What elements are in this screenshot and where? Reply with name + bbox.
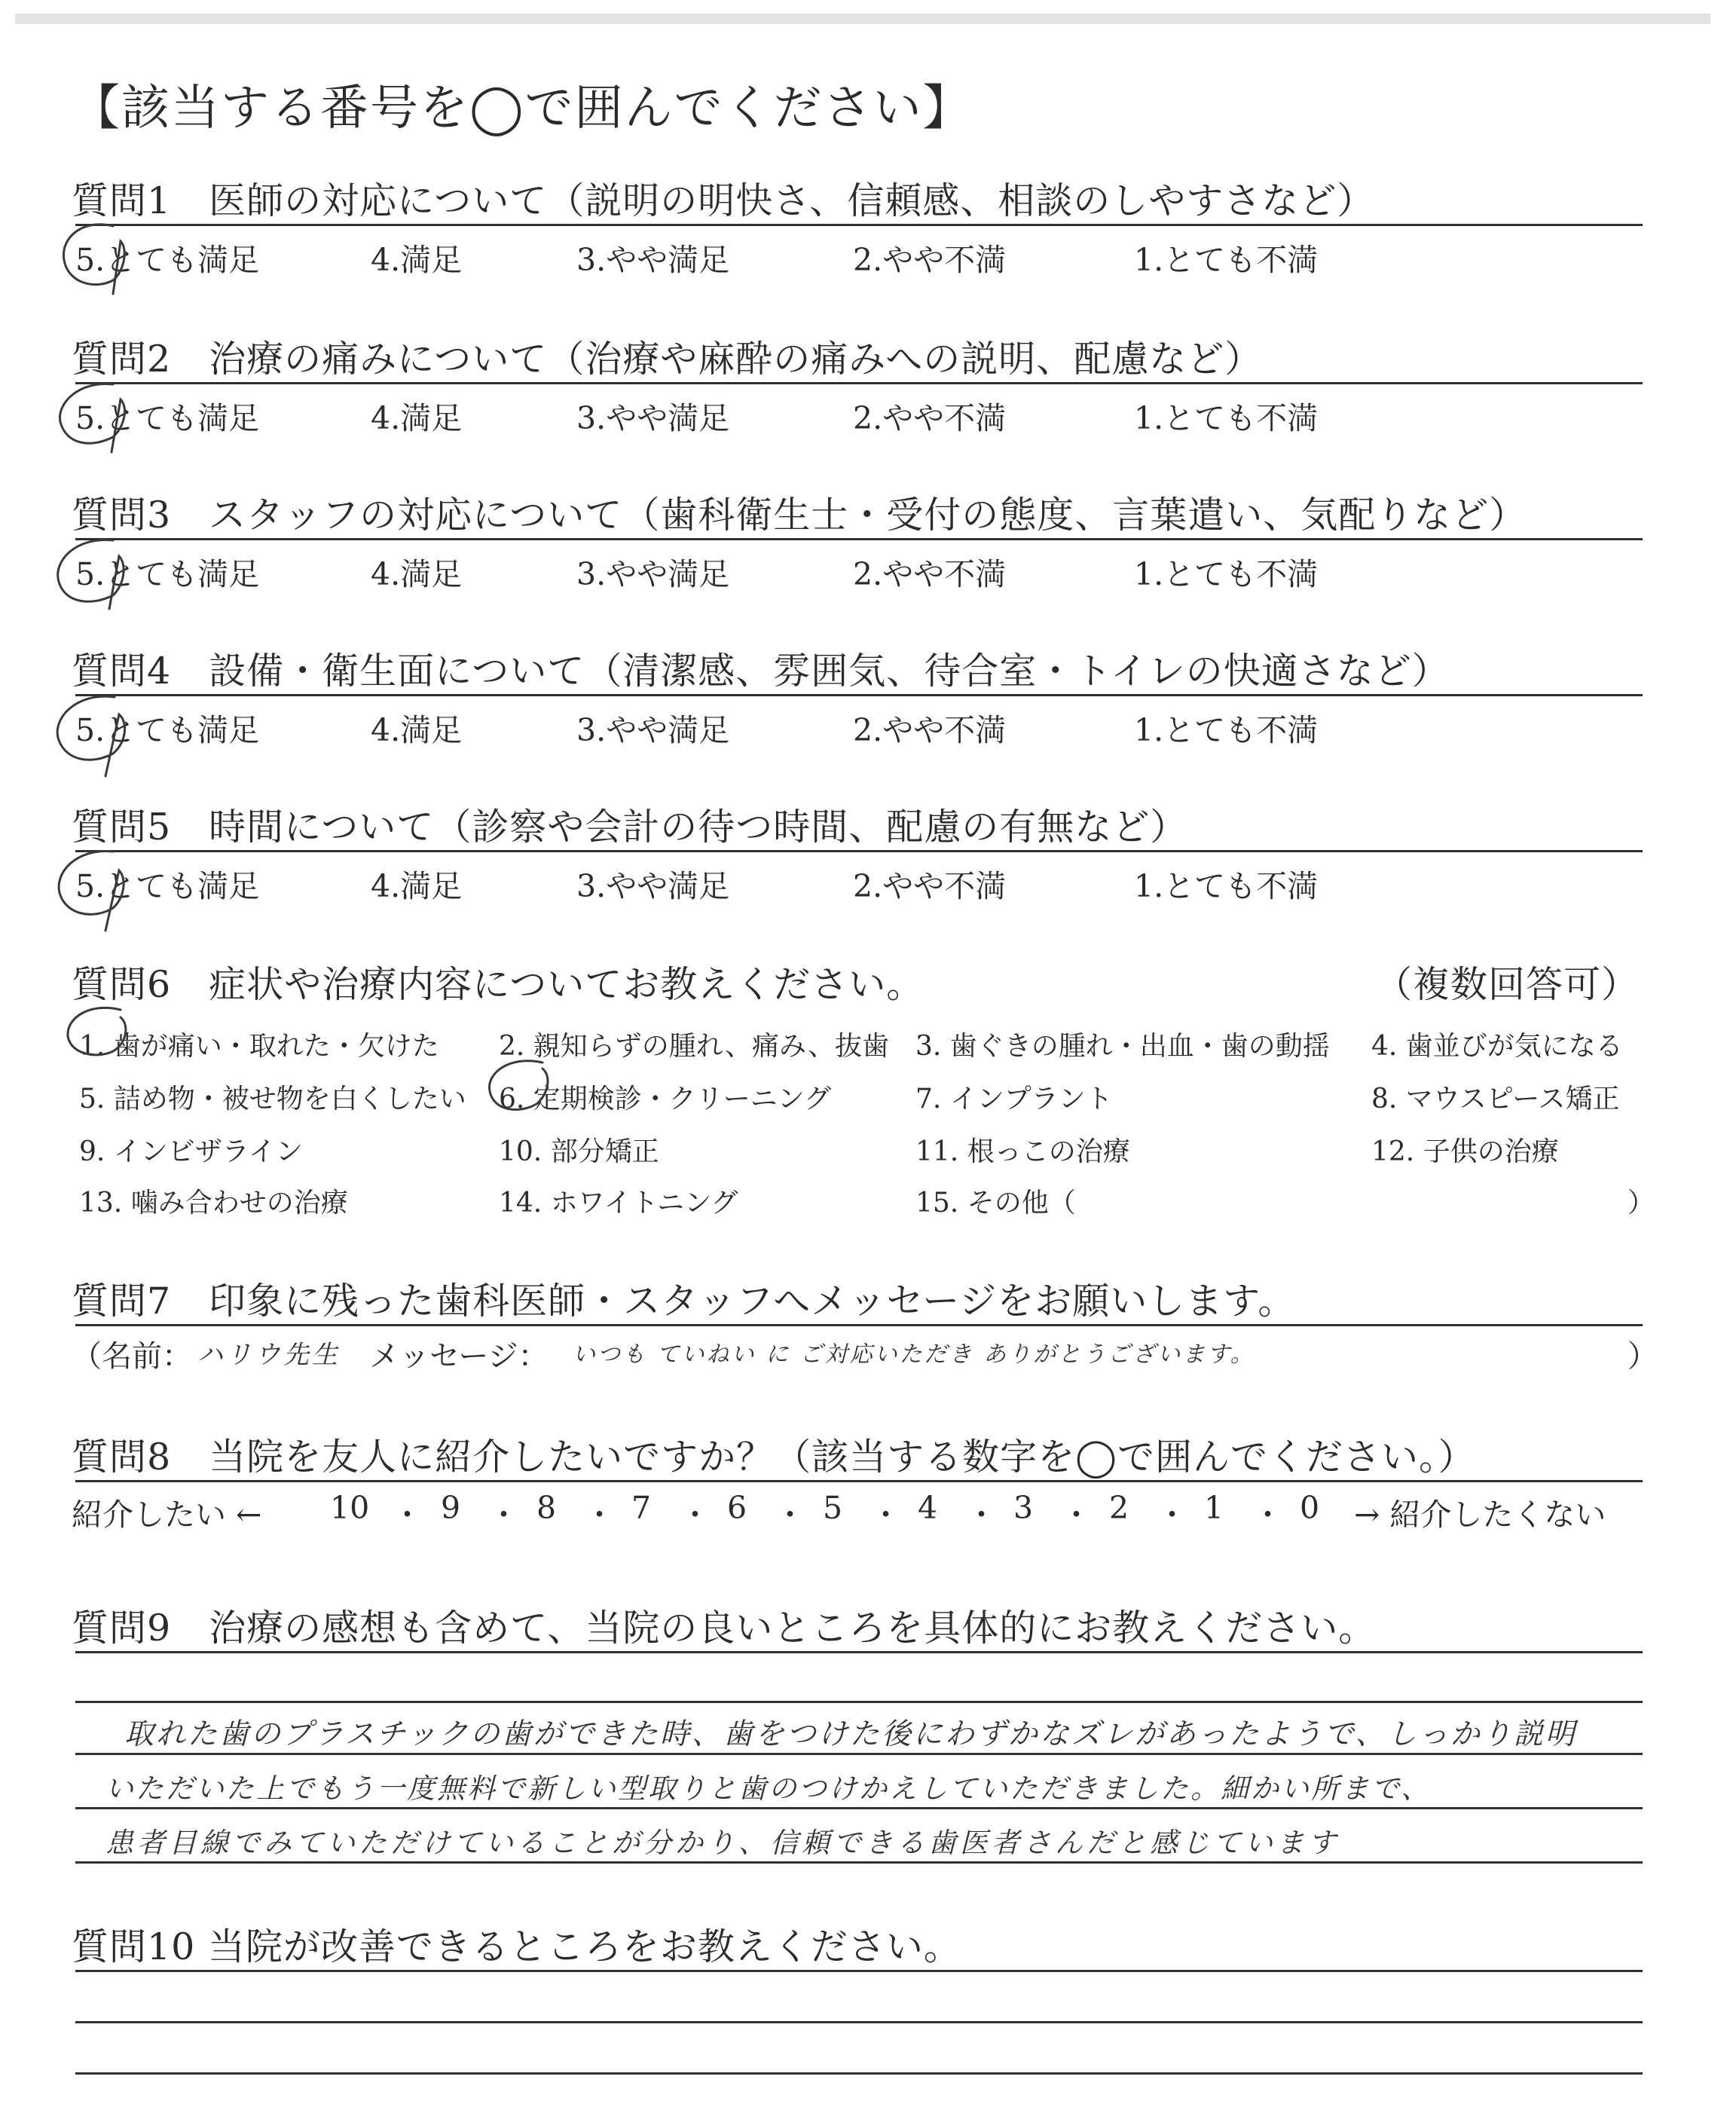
q8-scale-0[interactable]: 0 (1300, 1490, 1320, 1526)
q1-option-1[interactable]: 1.とても不満 (1134, 242, 1319, 278)
question-2-title: 質問2 治療の痛みについて（治療や麻酔の痛みへの説明、配慮など） (72, 338, 1263, 381)
q2-option-2[interactable]: 2.やや不満 (853, 400, 1007, 436)
q8-left-label: 紹介したい ← (72, 1497, 262, 1533)
q2-option-3[interactable]: 3.やや満足 (576, 400, 730, 436)
q1-option-5[interactable]: 5.とても満足 (75, 242, 260, 278)
q6-option-6[interactable]: 6. 定期検診・クリーニング (499, 1084, 832, 1115)
q8-sep: ・ (1061, 1497, 1092, 1533)
q4-option-3[interactable]: 3.やや満足 (576, 712, 730, 748)
q5-option-1[interactable]: 1.とても不満 (1134, 868, 1319, 904)
q3-option-4[interactable]: 4.満足 (371, 556, 463, 592)
q8-sep: ・ (488, 1497, 519, 1533)
q3-option-3[interactable]: 3.やや満足 (576, 556, 730, 592)
q1-selection-circle (63, 225, 124, 294)
q8-scale-5[interactable]: 5 (823, 1490, 843, 1526)
q2-option-5[interactable]: 5.とても満足 (75, 400, 260, 436)
q7-name-value[interactable]: ハリウ先生 (197, 1340, 341, 1370)
question-7-title: 質問7 印象に残った歯科医師・スタッフへメッセージをお願いします。 (72, 1280, 1296, 1323)
q9-answer-line-3[interactable]: 患者目線でみていただけていることが分かり、信頼できる歯医者さんだと感じています (105, 1827, 1340, 1859)
q6-option-7[interactable]: 7. インプラント (915, 1084, 1113, 1115)
question-1-title: 質問1 医師の対応について（説明の明快さ、信頼感、相談のしやすさなど） (72, 179, 1375, 222)
q3-option-1[interactable]: 1.とても不満 (1134, 556, 1319, 592)
q4-option-1[interactable]: 1.とても不満 (1134, 712, 1319, 748)
question-6-note: （複数回答可） (1375, 963, 1640, 1006)
q3-option-2[interactable]: 2.やや不満 (853, 556, 1007, 592)
q8-sep: ・ (775, 1497, 805, 1533)
q9-answer-line-1[interactable]: 取れた歯のプラスチックの歯ができた時、歯をつけた後にわずかなズレがあったようで、しっかり説明 (124, 1717, 1577, 1751)
q9-answer-line-2[interactable]: いただいた上でもう一度無料で新しい型取りと歯のつけかえしていただきました。細かい所まで、 (105, 1772, 1432, 1805)
q8-scale-7[interactable]: 7 (631, 1490, 652, 1526)
q6-option-15[interactable]: 15. その他（ (915, 1188, 1076, 1219)
q8-sep: ・ (1157, 1497, 1187, 1533)
q1-option-4[interactable]: 4.満足 (371, 242, 463, 278)
question-3-title: 質問3 スタッフの対応について（歯科衛生士・受付の態度、言葉遣い、気配りなど） (72, 494, 1527, 537)
question-9-title: 質問9 治療の感想も含めて、当院の良いところを具体的にお教えください。 (72, 1607, 1377, 1650)
q6-option-6-circle (489, 1061, 548, 1110)
q8-scale-2[interactable]: 2 (1109, 1490, 1129, 1526)
question-10-title: 質問10 当院が改善できるところをお教えください。 (72, 1925, 961, 1968)
q8-sep: ・ (966, 1497, 997, 1533)
q1-option-2[interactable]: 2.やや不満 (853, 242, 1007, 278)
q5-option-2[interactable]: 2.やや不満 (853, 868, 1007, 904)
q7-message-value[interactable]: いつも ていねい に ご対応いただき ありがとうございます。 (573, 1341, 1255, 1368)
q3-selection-circle (58, 540, 124, 609)
q7-message-label: メッセージ： (369, 1339, 549, 1374)
q8-scale-1[interactable]: 1 (1204, 1490, 1224, 1526)
q2-option-4[interactable]: 4.満足 (371, 400, 463, 436)
q7-close: ） (1628, 1339, 1658, 1374)
q8-sep: ・ (392, 1497, 423, 1533)
q6-other-close: ） (1628, 1188, 1655, 1219)
q3-option-5[interactable]: 5.とても満足 (75, 556, 260, 592)
q6-option-4[interactable]: 4. 歯並びが気になる (1371, 1031, 1623, 1062)
question-8-title: 質問8 当院を友人に紹介したいですか？（該当する数字を◯で囲んでください。） (72, 1436, 1476, 1479)
q8-scale-4[interactable]: 4 (918, 1490, 938, 1526)
q4-option-2[interactable]: 2.やや不満 (853, 712, 1007, 748)
q6-option-1-circle (68, 1008, 126, 1054)
q4-option-4[interactable]: 4.満足 (371, 712, 463, 748)
q2-option-1[interactable]: 1.とても不満 (1134, 400, 1319, 436)
q8-right-label: → 紹介したくない (1354, 1497, 1606, 1533)
q4-selection-circle (57, 696, 124, 776)
q5-option-4[interactable]: 4.満足 (371, 868, 463, 904)
q1-option-3[interactable]: 3.やや満足 (576, 242, 730, 278)
q8-scale-10[interactable]: 10 (330, 1490, 370, 1526)
q7-name-label: （名前： (72, 1339, 192, 1374)
q8-sep: ・ (680, 1497, 711, 1533)
q6-option-2[interactable]: 2. 親知らずの腫れ、痛み、抜歯 (499, 1031, 890, 1062)
q6-option-14[interactable]: 14. ホワイトニング (499, 1188, 738, 1219)
q6-option-10[interactable]: 10. 部分矯正 (499, 1136, 659, 1167)
q2-selection-circle (60, 384, 124, 452)
question-4-title: 質問4 設備・衛生面について（清潔感、雰囲気、待合室・トイレの快適さなど） (72, 650, 1450, 693)
question-5-title: 質問5 時間について（診察や会計の待つ時間、配慮の有無など） (72, 806, 1188, 849)
question-6-title: 質問6 症状や治療内容についてお教えください。 (72, 963, 925, 1006)
q6-option-8[interactable]: 8. マウスピース矯正 (1371, 1084, 1620, 1115)
q5-option-3[interactable]: 3.やや満足 (576, 868, 730, 904)
q6-option-9[interactable]: 9. インビザライン (79, 1136, 303, 1167)
q4-option-5[interactable]: 5.とても満足 (75, 712, 260, 748)
q6-option-12[interactable]: 12. 子供の治療 (1371, 1136, 1559, 1167)
q8-scale-6[interactable]: 6 (727, 1490, 747, 1526)
q8-scale-3[interactable]: 3 (1013, 1490, 1034, 1526)
q8-sep: ・ (584, 1497, 615, 1533)
q8-sep: ・ (870, 1497, 901, 1533)
instruction-heading: 【該当する番号を◯で囲んでください】 (72, 81, 973, 136)
q6-option-13[interactable]: 13. 噛み合わせの治療 (79, 1188, 348, 1219)
q6-option-5[interactable]: 5. 詰め物・被せ物を白くしたい (79, 1084, 466, 1115)
q8-scale-8[interactable]: 8 (536, 1490, 557, 1526)
q8-scale-9[interactable]: 9 (441, 1490, 461, 1526)
q6-option-1[interactable]: 1. 歯が痛い・取れた・欠けた (79, 1031, 439, 1062)
q8-sep: ・ (1252, 1497, 1283, 1533)
q5-selection-circle (59, 852, 124, 931)
q6-option-11[interactable]: 11. 根っこの治療 (915, 1136, 1130, 1167)
q5-option-5[interactable]: 5.とても満足 (75, 868, 260, 904)
q6-option-3[interactable]: 3. 歯ぐきの腫れ・出血・歯の動揺 (915, 1031, 1330, 1062)
